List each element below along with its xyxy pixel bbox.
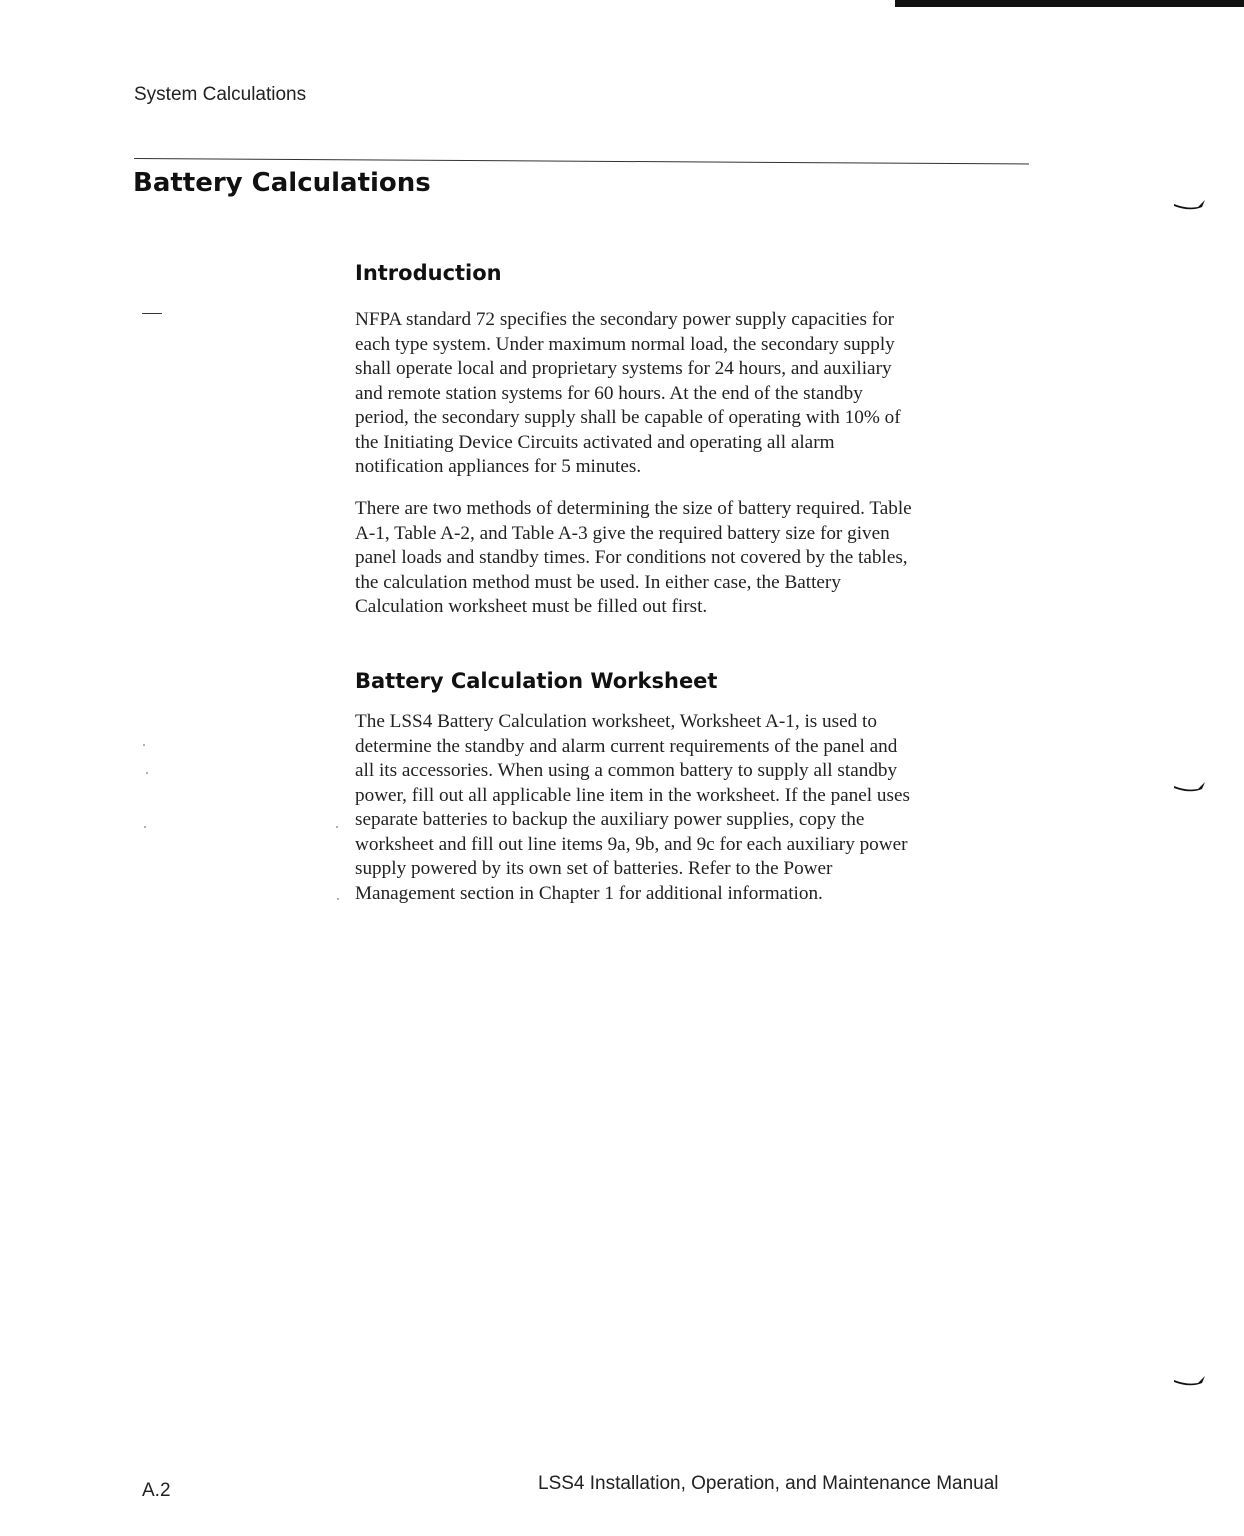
- introduction-heading: Introduction: [355, 261, 502, 285]
- binder-mark-icon: [1172, 198, 1208, 212]
- scan-speck: [146, 772, 148, 774]
- scan-edge-bar: [895, 0, 1244, 7]
- binder-mark-icon: [1172, 780, 1208, 794]
- scan-speck: [337, 898, 339, 900]
- section-divider: [134, 158, 1029, 164]
- page-title: Battery Calculations: [133, 168, 431, 198]
- scan-speck: [144, 826, 146, 828]
- scan-speck: [143, 744, 145, 746]
- scan-speck: [336, 826, 338, 828]
- page-number: A.2: [142, 1480, 171, 1501]
- introduction-paragraph-2: There are two methods of determining the size of battery required. Table A-1, Table A-2, and Table A-3 give the required battery size for given panel loads and standby times. For conditions not covered by the tables, the calculation method must be used. In either case, the Battery Calculation worksheet must be filled out first.: [355, 498, 912, 617]
- introduction-paragraph-1: NFPA standard 72 specifies the secondary power supply capacities for each type system. Under maximum normal load, the secondary supply shall operate local and proprietary systems for 24 hours, and auxiliary and remote station systems for 60 hours. At the end of the standby period, the secondary supply shall be capable of operating with 10% of the Initiating Device Circuits activated and operating all alarm notification appliances for 5 minutes.: [355, 309, 901, 477]
- margin-dash-mark: [142, 313, 162, 314]
- worksheet-heading: Battery Calculation Worksheet: [355, 669, 718, 693]
- running-head: System Calculations: [134, 84, 307, 105]
- worksheet-paragraph-1: The LSS4 Battery Calculation worksheet, Worksheet A-1, is used to determine the standby and alarm current requirements of the panel and all its accessories. When using a common battery to supply all standby power, fill out all applicable line item in the worksheet. If the panel uses separate batteries to backup the auxiliary power supplies, copy the worksheet and fill out line items 9a, 9b, and 9c for each auxiliary power supply powered by its own set of batteries. Refer to the Power Management section in Chapter 1 for additional information.: [355, 711, 910, 904]
- footer-manual-title: LSS4 Installation, Operation, and Maintenance Manual: [538, 1473, 999, 1494]
- binder-mark-icon: [1172, 1374, 1208, 1388]
